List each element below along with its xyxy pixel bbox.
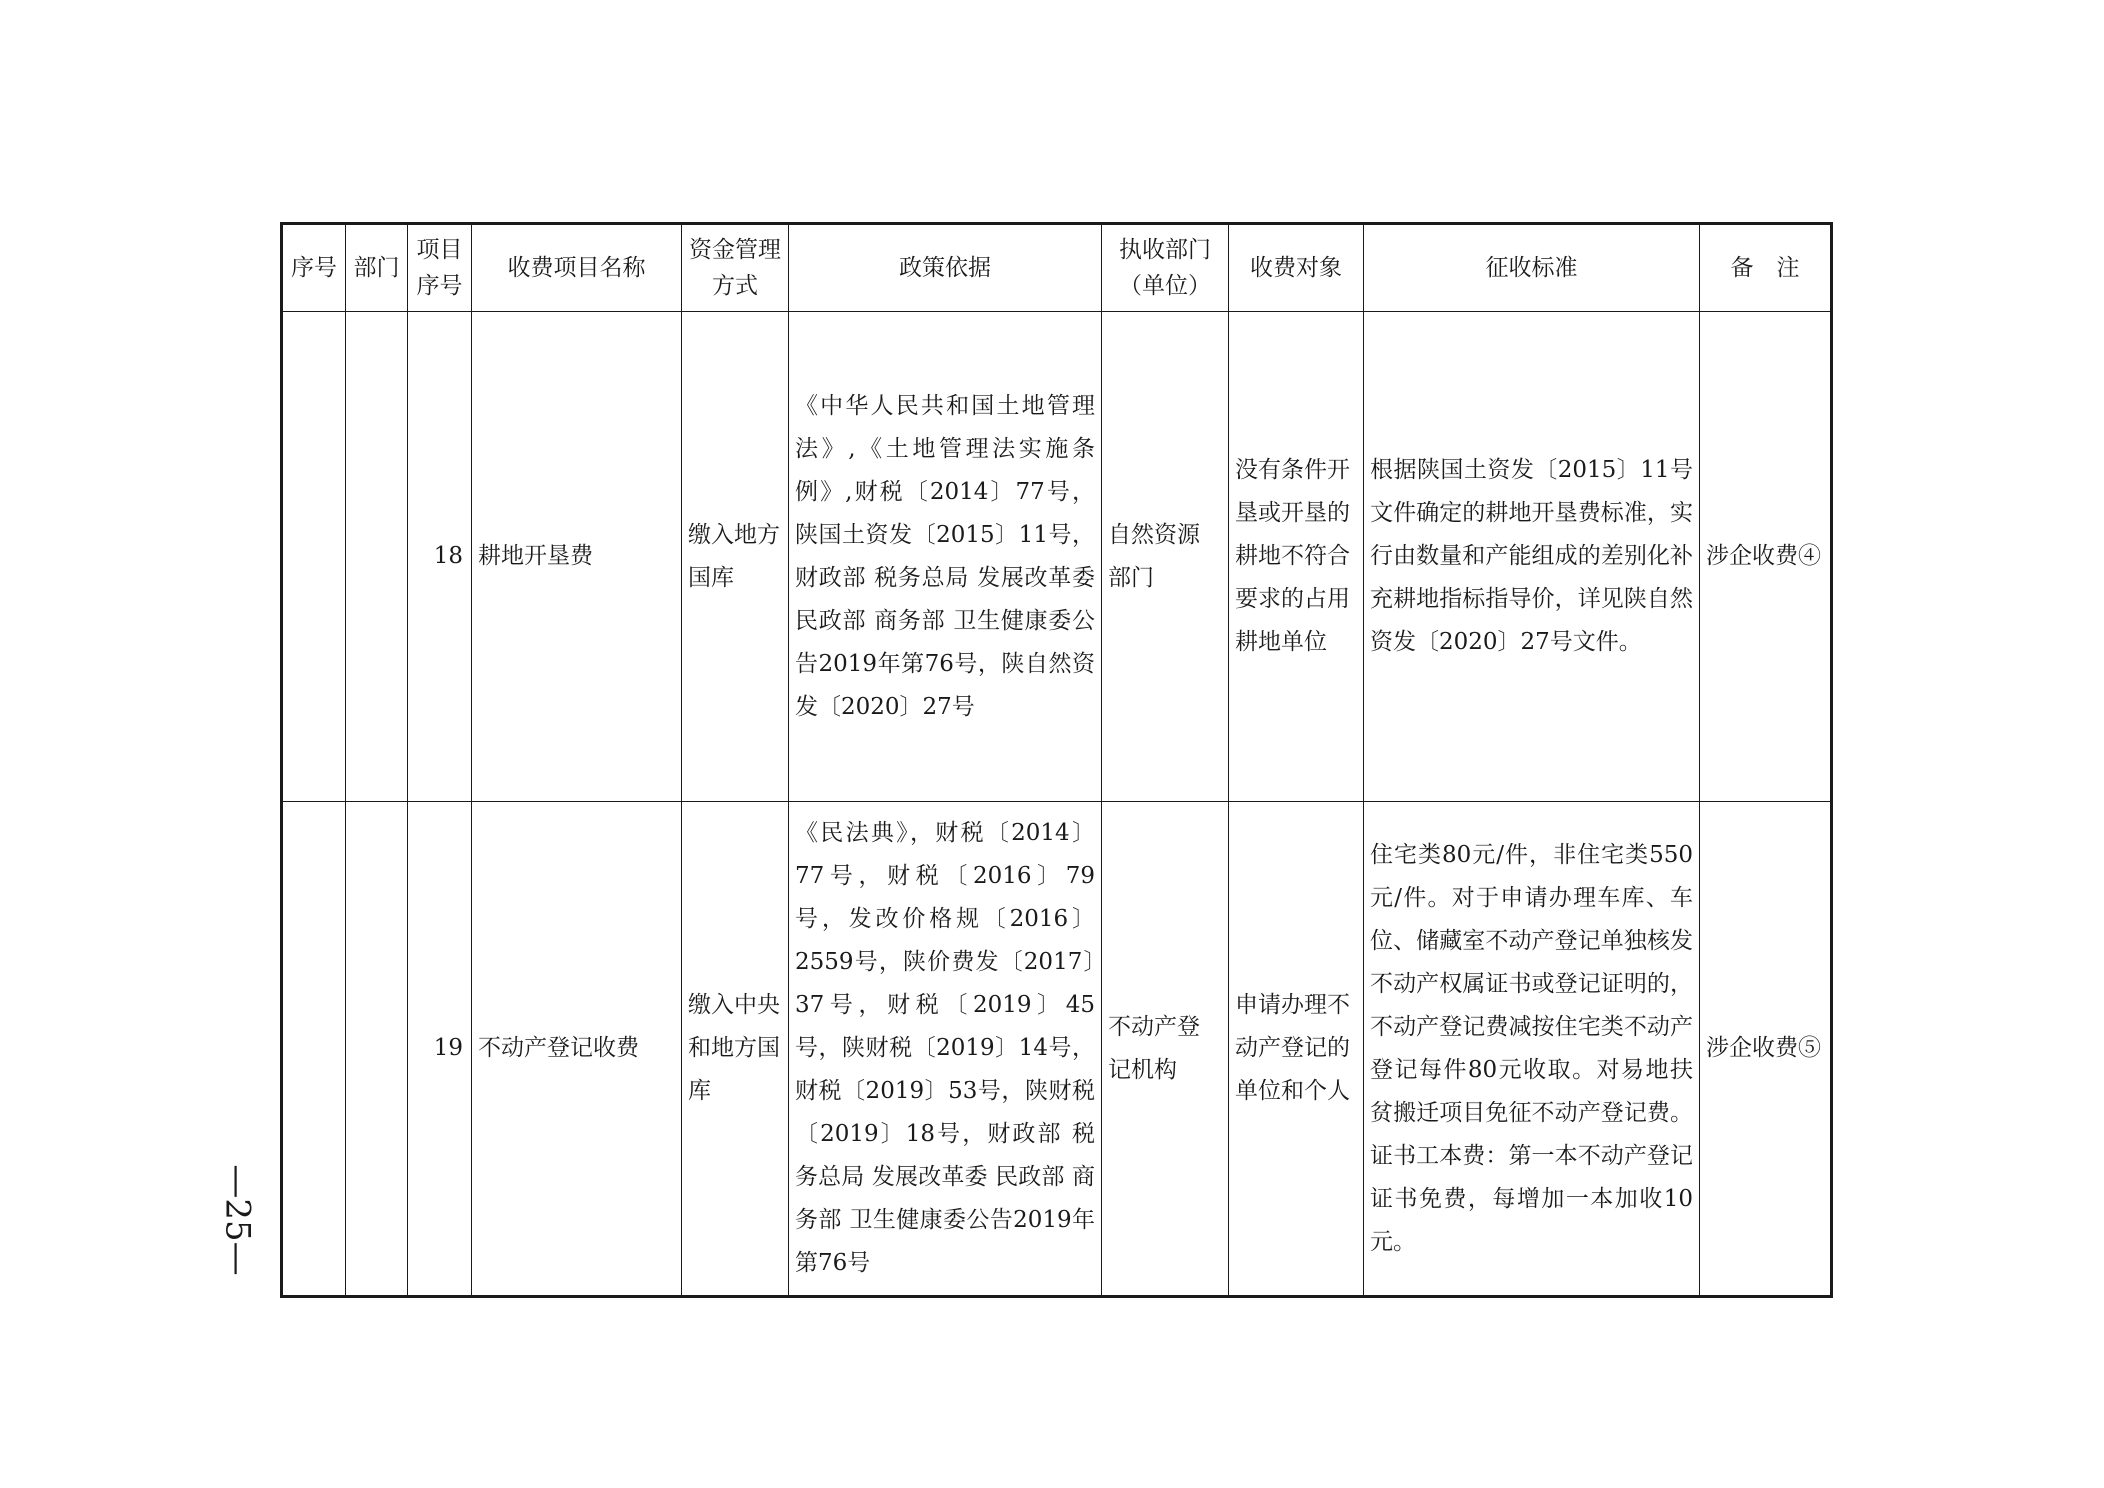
header-policy: 政策依据 xyxy=(789,224,1102,312)
cell-policy: 《中华人民共和国土地管理法》,《土地管理法实施条例》,财税〔2014〕77号，陕国土资发〔2015〕11号，财政部 税务总局 发展改革委 民政部 商务部 卫生健康委公告2019年第76号，陕自然资发〔2020〕27号 xyxy=(789,312,1102,802)
header-dept: 部门 xyxy=(346,224,408,312)
header-item-seq-line2: 序号 xyxy=(416,273,463,299)
header-standard: 征收标准 xyxy=(1364,224,1700,312)
header-collector xyxy=(1102,224,1229,312)
fee-table xyxy=(280,222,1833,1298)
page-number-text: —25— xyxy=(218,1164,259,1276)
header-remark: 备 注 xyxy=(1700,224,1832,312)
table-row xyxy=(282,312,1832,802)
cell-item-seq: 19 xyxy=(408,802,472,1297)
table-body xyxy=(282,312,1832,1297)
cell-dept xyxy=(346,802,408,1297)
header-fund-mgmt-line2: 方式 xyxy=(712,273,758,299)
table-row xyxy=(282,802,1832,1297)
header-fee-name: 收费项目名称 xyxy=(472,224,682,312)
cell-dept xyxy=(346,312,408,802)
header-collector-line1: 执收部门 xyxy=(1119,237,1211,263)
document-sheet xyxy=(280,222,1830,1287)
cell-payer: 没有条件开垦或开垦的耕地不符合要求的占用耕地单位 xyxy=(1229,312,1364,802)
header-item-seq-line1: 项目 xyxy=(416,237,463,263)
cell-collector: 自然资源部门 xyxy=(1102,312,1229,802)
header-fund-mgmt xyxy=(682,224,789,312)
cell-collector: 不动产登记机构 xyxy=(1102,802,1229,1297)
cell-seq xyxy=(282,312,346,802)
cell-fund-mgmt: 缴入地方国库 xyxy=(682,312,789,802)
cell-remark: 涉企收费⑤ xyxy=(1700,802,1832,1297)
header-fund-mgmt-line1: 资金管理 xyxy=(689,237,781,263)
cell-remark: 涉企收费④ xyxy=(1700,312,1832,802)
cell-item-seq: 18 xyxy=(408,312,472,802)
cell-payer: 申请办理不动产登记的单位和个人 xyxy=(1229,802,1364,1297)
header-seq: 序号 xyxy=(282,224,346,312)
header-row xyxy=(282,224,1832,312)
page-number xyxy=(218,1160,258,1280)
header-payer: 收费对象 xyxy=(1229,224,1364,312)
cell-standard: 住宅类80元/件，非住宅类550元/件。对于申请办理车库、车位、储藏室不动产登记单独核发不动产权属证书或登记证明的，不动产登记费减按住宅类不动产登记每件80元收取。对易地扶贫搬迁项目免征不动产登记费。证书工本费：第一本不动产登记证书免费，每增加一本加收10元。 xyxy=(1364,802,1700,1297)
cell-seq xyxy=(282,802,346,1297)
header-collector-line2: （单位） xyxy=(1119,273,1211,299)
table-header xyxy=(282,224,1832,312)
cell-fund-mgmt: 缴入中央和地方国库 xyxy=(682,802,789,1297)
header-item-seq xyxy=(408,224,472,312)
cell-standard: 根据陕国土资发〔2015〕11号文件确定的耕地开垦费标准，实行由数量和产能组成的差别化补充耕地指标指导价，详见陕自然资发〔2020〕27号文件。 xyxy=(1364,312,1700,802)
cell-policy: 《民法典》，财税〔2014〕77号，财税〔2016〕79号，发改价格规〔2016〕2559号，陕价费发〔2017〕37号，财税〔2019〕45号，陕财税〔2019〕14号，财税〔2019〕53号，陕财税〔2019〕18号，财政部 税务总局 发展改革委 民政部 商务部 卫生健康委公告2019年第76号 xyxy=(789,802,1102,1297)
cell-fee-name: 不动产登记收费 xyxy=(472,802,682,1297)
cell-fee-name: 耕地开垦费 xyxy=(472,312,682,802)
